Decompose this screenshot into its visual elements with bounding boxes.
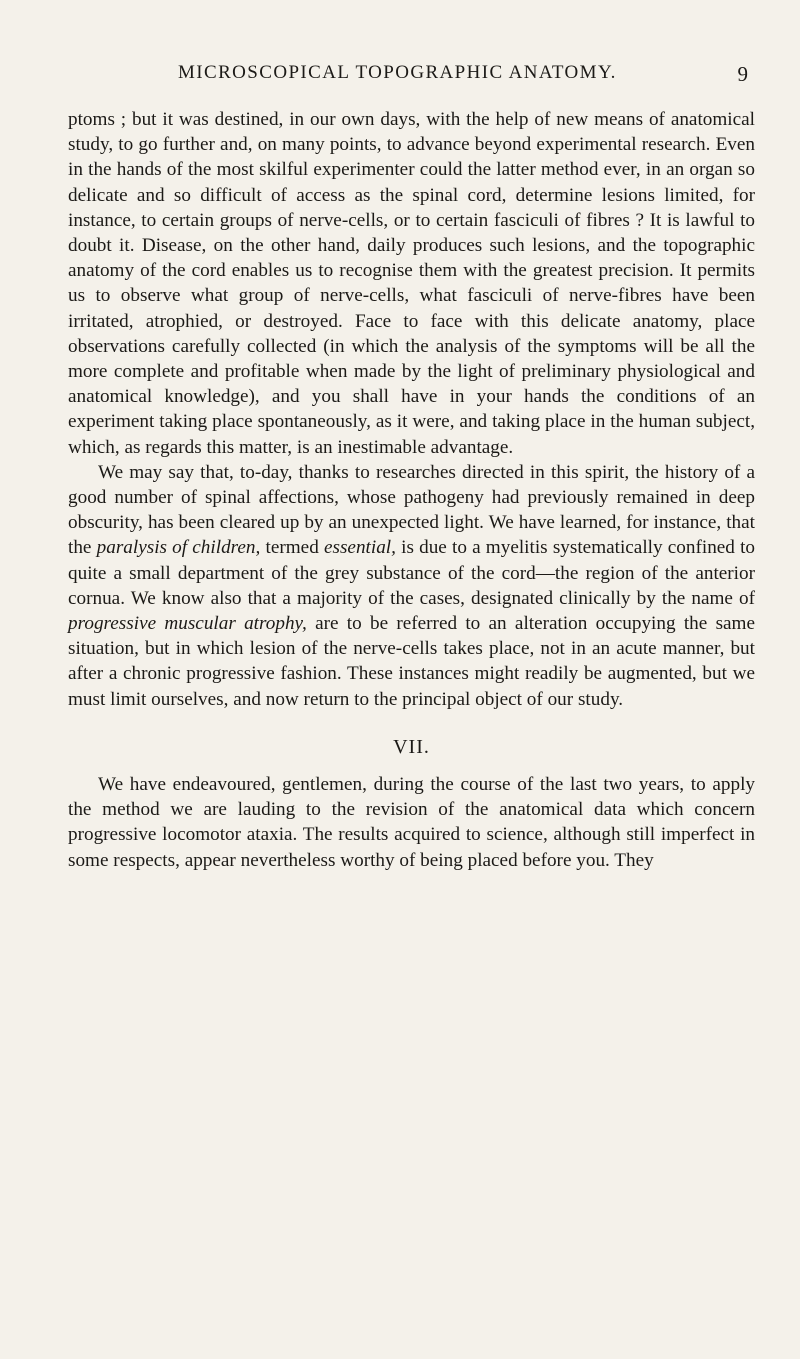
body-text <box>68 107 755 873</box>
italic-term: paralysis of children, <box>96 537 261 559</box>
italic-term: progressive muscular atrophy, <box>68 613 307 635</box>
paragraph-researches <box>68 460 755 712</box>
paragraph-text: We may say that, to-day, thanks to researches directed in this spirit, the history of a good number of spinal affections, whose pathogeny had previously remained in deep obscurity, has been cleared up by an unexpected light. We have learned, for instance, that the <box>68 461 755 559</box>
paragraph-continued: ptoms ; but it was destined, in our own days, with the help of new means of anatomical study, to go further and, on many points, to advance beyond experimental research. Even in the hands of the most skilful experimenter could the latter method ever, in an organ so delicate and so difficult of access as the spinal cord, determine lesions limited, for instance, to certain groups of nerve-cells, or to certain fasciculi of fibres ? It is lawful to doubt it. Disease, on the other hand, daily produces such lesions, and the topographic anatomy of the cord enables us to recognise them with the greatest precision. It permits us to observe what group of nerve-cells, what fasciculi of nerve-fibres have been irritated, atrophied, or destroyed. Face to face with this delicate anatomy, place observations carefully collected (in which the analysis of the symptoms will be all the more complete and profitable when made by the light of preliminary physiological and anatomical knowledge), and you shall have in your hands the conditions of an experiment taking place spontaneously, as it were, and taking place in the human subject, which, as regards this matter, is an inestimable advantage. <box>68 109 755 458</box>
section-heading: VII. <box>393 735 430 758</box>
italic-term: essential, <box>323 537 396 559</box>
paragraph-text: are to be referred to an alteration occupying the same situation, but in which lesion of the nerve-cells takes place, not in an acute manner, but after a chronic progressive fashion. These instances might readily be augmented, but we must limit ourselves, and now return to the principal object of our study. <box>68 613 755 710</box>
running-title: MICROSCOPICAL TOPOGRAPHIC ANATOMY. <box>178 62 617 83</box>
page-number: 9 <box>737 62 748 86</box>
paragraph-text: termed <box>260 537 324 559</box>
paragraph-section-vii: We have endeavoured, gentlemen, during the course of the last two years, to apply the method we are lauding to the revision of the anatomical data which concern progressive locomotor ataxia. The results acquired to science, although still imperfect in some respects, appear nevertheless worthy of being placed before you. They <box>68 774 755 871</box>
paragraph-text: is due to a myelitis systematically confined to quite a small department of the grey substance of the cord—the region of the anterior cornua. We know also that a majority of the cases, designated clinically by the name of <box>68 537 756 609</box>
